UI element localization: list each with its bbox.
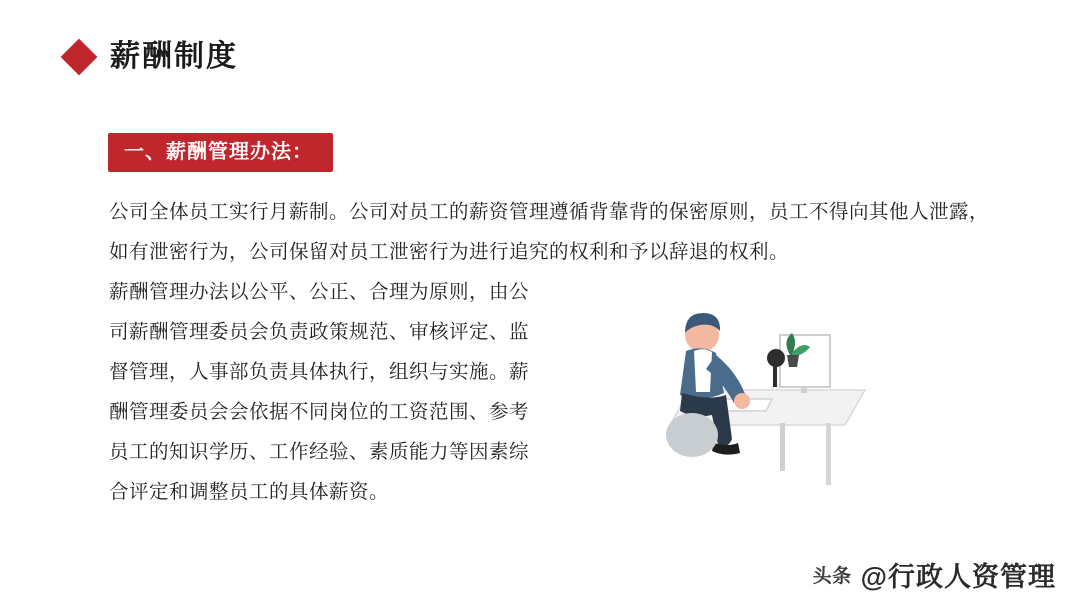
body-paragraph-2: 薪酬管理办法以公平、公正、合理为原则，由公司薪酬管理委员会负责政策规范、审核评定、监督管理，人事部负责具体执行，组织与实施。薪酬管理委员会会依据不同岗位的工资范围、参考员工的知识学历、工作经验、素质能力等因素综合评定和调整员工的具体薪资。 [109, 281, 530, 503]
watermark-handle: @行政人资管理 [860, 562, 1056, 592]
watermark [813, 555, 1056, 594]
section-heading-badge: 一、薪酬管理办法： [108, 133, 333, 172]
person-at-desk-illustration [630, 295, 890, 495]
page-title: 薪酬制度 [110, 40, 238, 73]
watermark-brand: 头条 [812, 566, 852, 587]
body-paragraph-1: 公司全体员工实行月薪制。公司对员工的薪资管理遵循背靠背的保密原则，员工不得向其他人泄露，如有泄密行为，公司保留对员工泄密行为进行追究的权利和予以辞退的权利。 [109, 201, 990, 263]
diamond-icon [61, 39, 98, 76]
slide-title-row [66, 42, 238, 72]
